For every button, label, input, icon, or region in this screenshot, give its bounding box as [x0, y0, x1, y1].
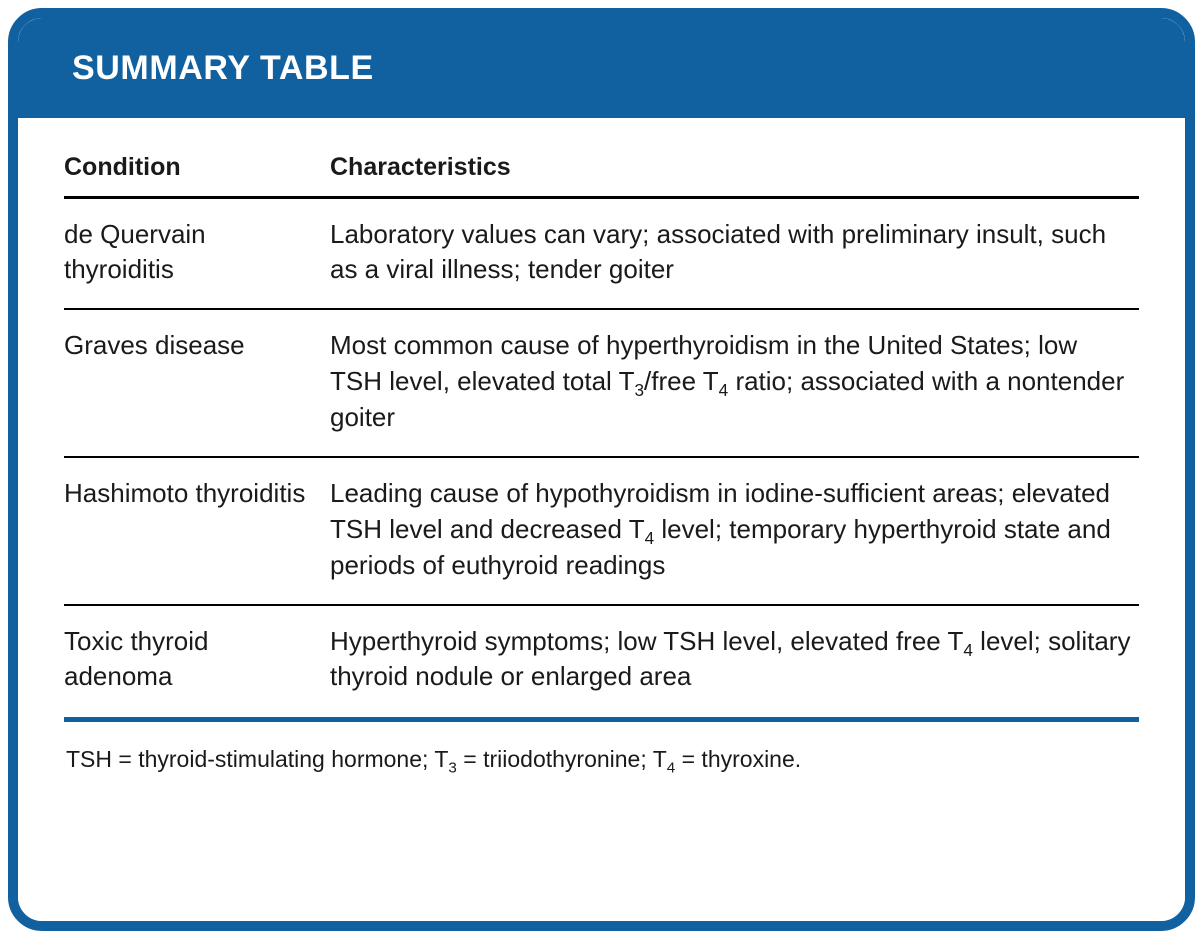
cell-characteristics: Most common cause of hyperthyroidism in the United States; low TSH level, elevated total $T_3$/free $T_4$ ratio; associated with a nontender goiter — [314, 309, 1139, 457]
summary-table — [64, 118, 1139, 722]
column-header-condition: Condition — [64, 118, 314, 197]
table-body — [64, 197, 1139, 720]
card-title-bar — [18, 18, 1185, 118]
page-title: SUMMARY TABLE — [72, 49, 374, 87]
table-header — [64, 118, 1139, 197]
table-row — [64, 605, 1139, 720]
table-row — [64, 197, 1139, 309]
table-row — [64, 457, 1139, 605]
column-header-characteristics: Characteristics — [314, 118, 1139, 197]
cell-condition: Toxic thyroid adenoma — [64, 605, 314, 720]
cell-characteristics: Hyperthyroid symptoms; low TSH level, elevated free $T_4$ level; solitary thyroid nodule or enlarged area — [314, 605, 1139, 720]
summary-table-card — [8, 8, 1195, 931]
table-header-row — [64, 118, 1139, 197]
cell-characteristics: Laboratory values can vary; associated with preliminary insult, such as a viral illness; tender goiter — [314, 197, 1139, 309]
table-container — [18, 118, 1185, 921]
table-row — [64, 309, 1139, 457]
cell-condition: de Quervain thyroiditis — [64, 197, 314, 309]
table-footnote: TSH = thyroid-stimulating hormone; $T_3$ = triiodothyronine; $T_4$ = thyroxine. — [66, 746, 802, 777]
cell-characteristics: Leading cause of hypothyroidism in iodine-sufficient areas; elevated TSH level and decreased $T_4$ level; temporary hyperthyroid state and periods of euthyroid readings — [314, 457, 1139, 605]
cell-condition: Graves disease — [64, 309, 314, 457]
cell-condition: Hashimoto thyroiditis — [64, 457, 314, 605]
